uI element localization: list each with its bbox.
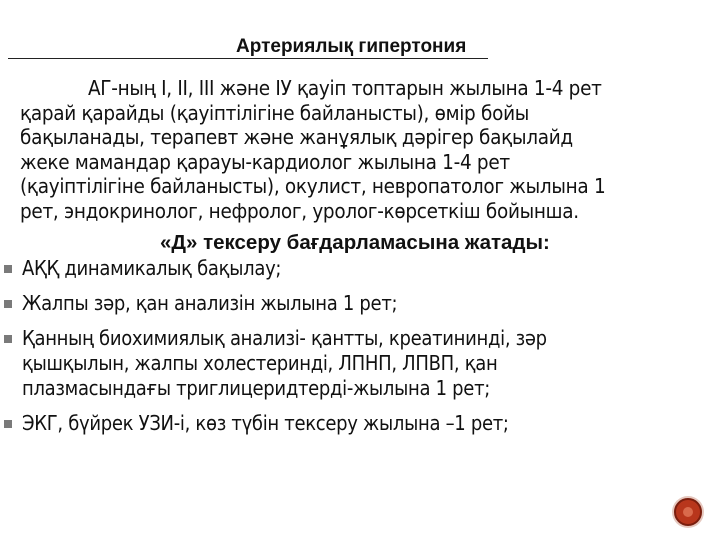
slide-badge-icon xyxy=(674,498,702,526)
square-bullet-icon xyxy=(4,300,12,308)
list-item-text: Жалпы зәр, қан анализін жылына 1 рет; xyxy=(22,291,398,315)
list-item xyxy=(4,411,704,436)
square-bullet-icon xyxy=(4,265,12,273)
list-item xyxy=(4,326,704,401)
list-item xyxy=(4,291,704,316)
list-item xyxy=(4,256,704,281)
paragraph-line: жеке мамандар қарауы-кардиолог жылына 1-4 рет xyxy=(20,149,510,174)
paragraph-line: рет, эндокринолог, нефролог, уролог-көрсеткіш бойынша. xyxy=(20,198,579,223)
bullet-list xyxy=(4,256,704,446)
page-title: Артериялық гипертония xyxy=(236,36,467,57)
intro-paragraph xyxy=(20,76,710,223)
paragraph-line: қарай қарайды (қауіптілігіне байланысты), өмір бойы xyxy=(20,100,530,125)
title-underline xyxy=(8,58,488,59)
list-item-text: қышқылын, жалпы холестеринді, ЛПНП, ЛПВП, қан xyxy=(22,351,498,375)
paragraph-line: АГ-ның I, II, III және IУ қауіп топтарын жылына 1-4 рет xyxy=(88,76,602,100)
paragraph-line: (қауіптілігіне байланысты), окулист, невропатолог жылына 1 xyxy=(20,174,606,198)
list-item-text: плазмасындағы триглицеридтерді-жылына 1 рет; xyxy=(22,376,491,400)
paragraph-line: бақыланады, терапевт және жанұялық дәрігер бақылайд xyxy=(20,125,573,149)
list-item-text: Қанның биохимиялық анализі- қантты, креатининді, зәр xyxy=(22,326,547,350)
square-bullet-icon xyxy=(4,335,12,343)
section-subheading: «Д» тексеру бағдарламасына жатады: xyxy=(160,231,550,254)
list-item-text: ЭКГ, бүйрек УЗИ-і, көз түбін тексеру жылына –1 рет; xyxy=(22,411,509,435)
square-bullet-icon xyxy=(4,420,12,428)
list-item-text: АҚҚ динамикалық бақылау; xyxy=(22,256,282,280)
